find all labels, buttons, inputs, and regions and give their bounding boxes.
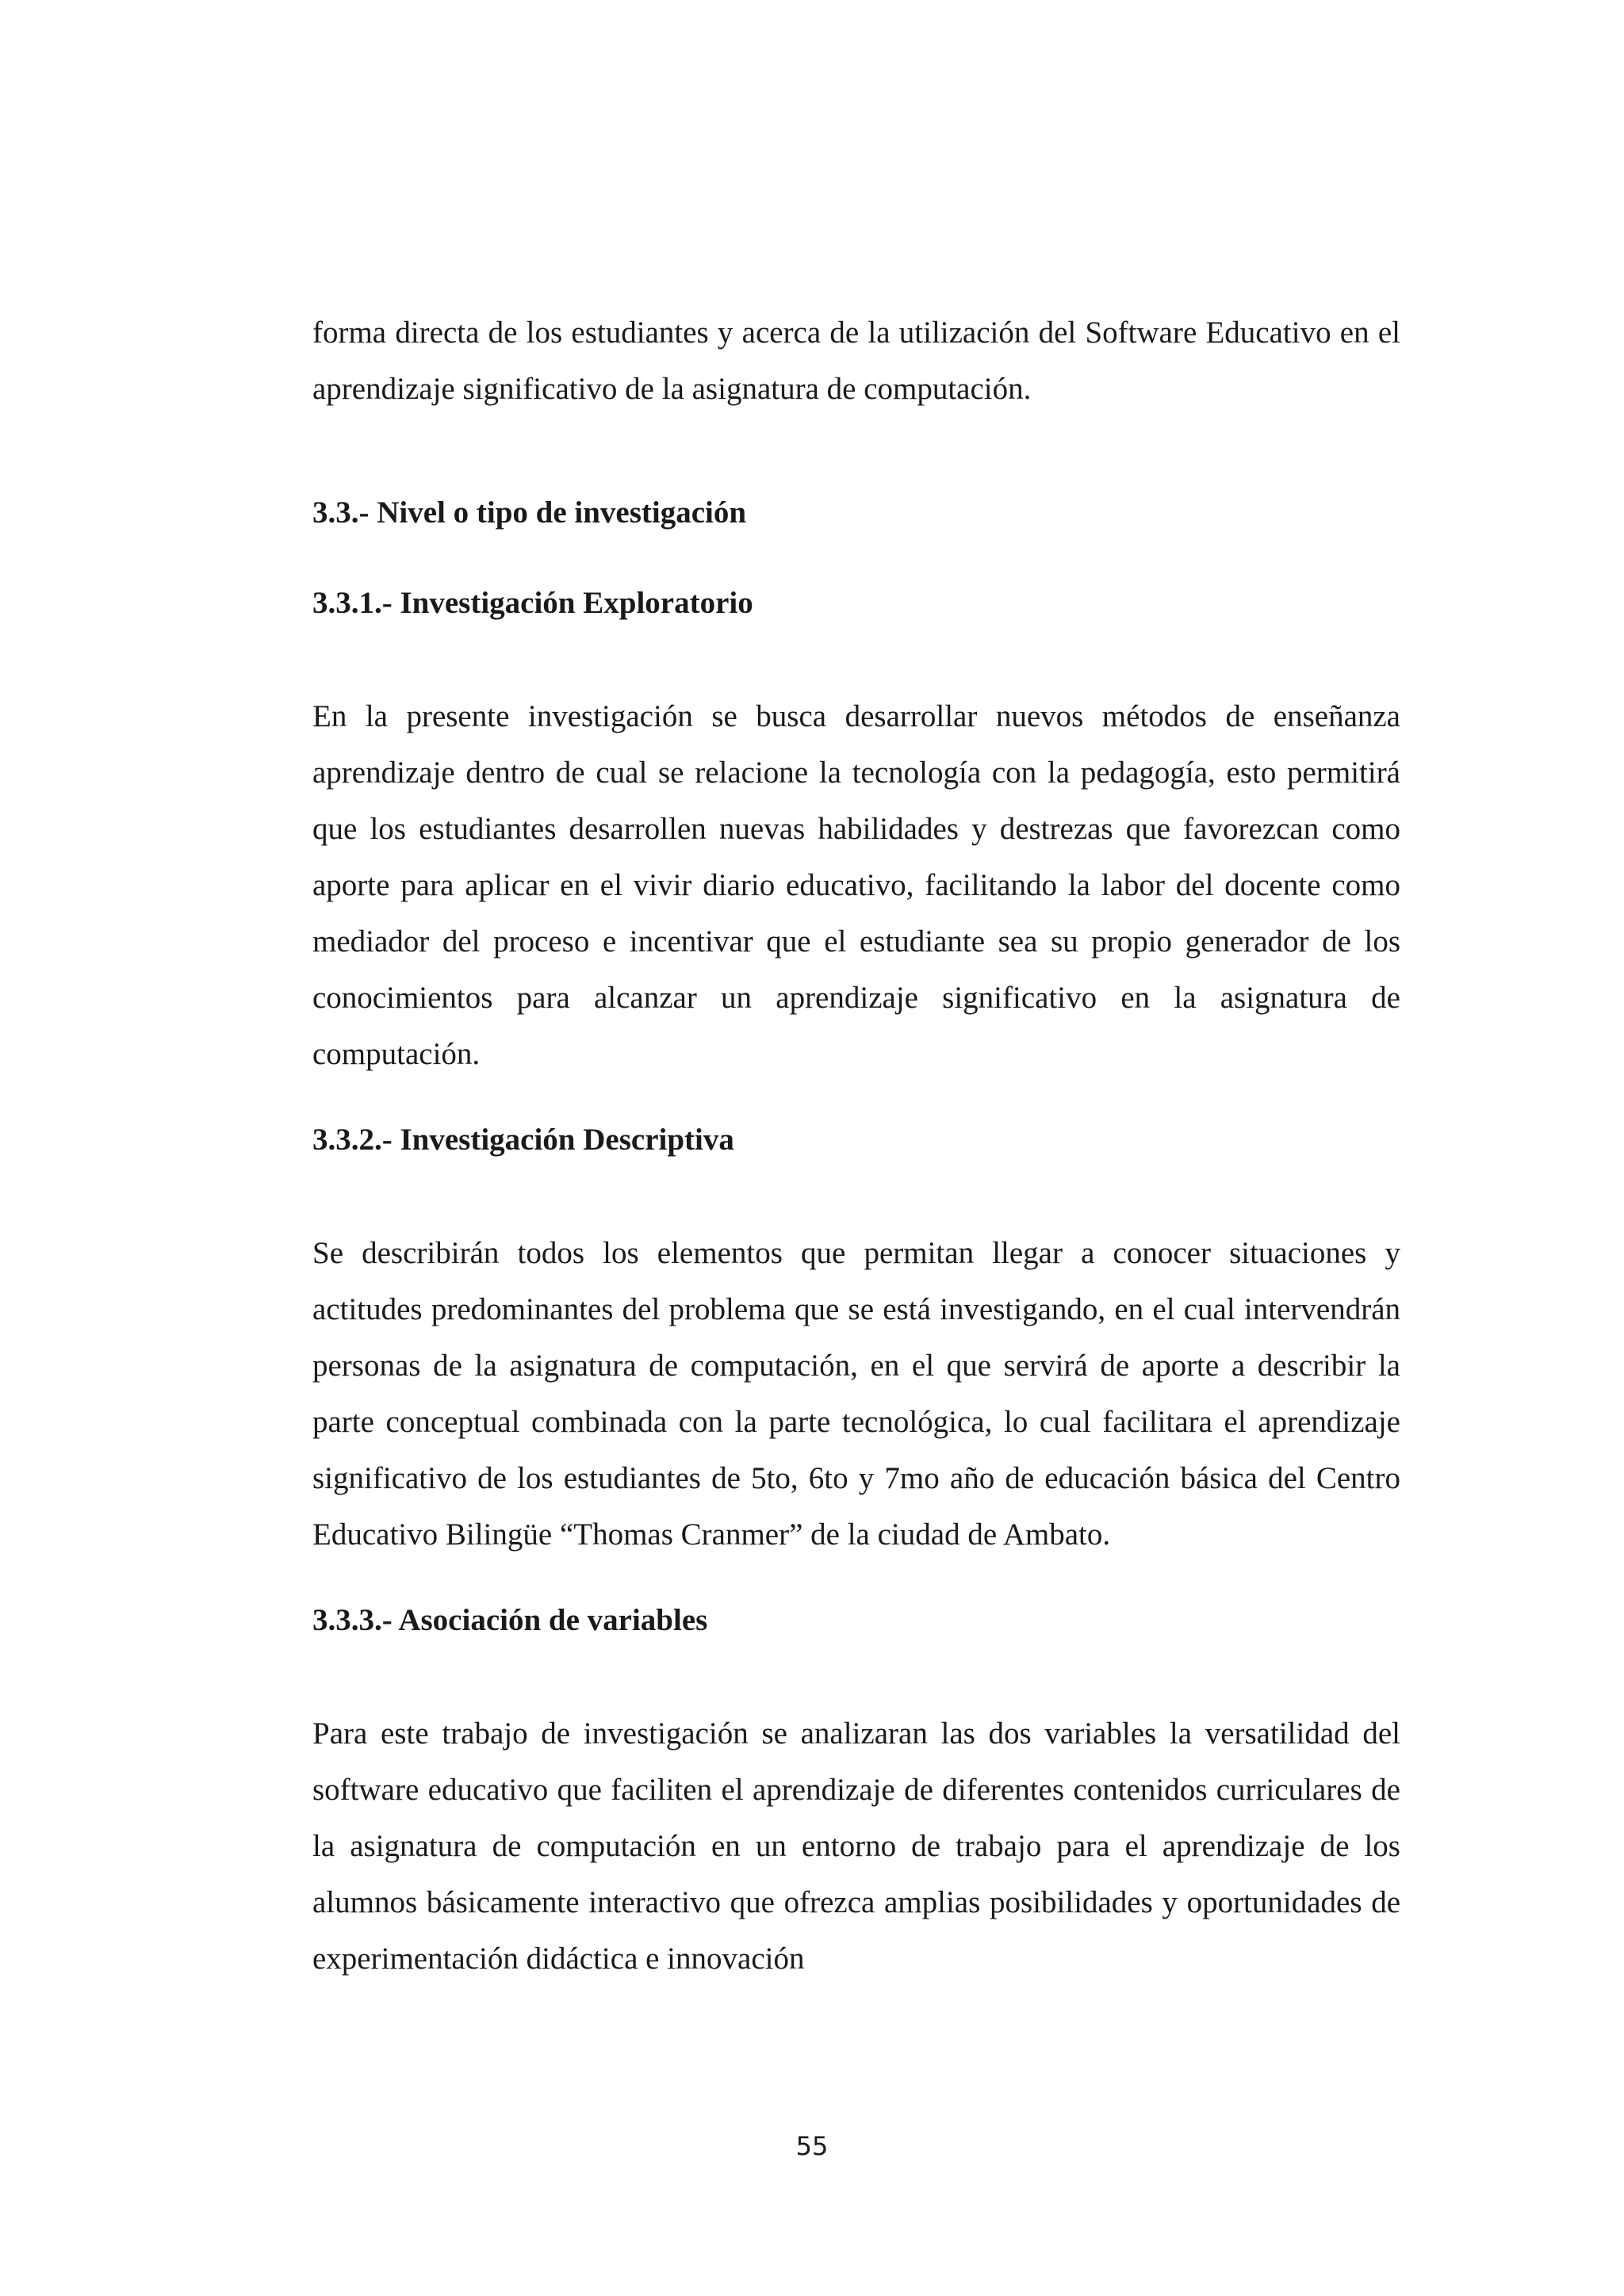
section-heading-3-3-3: 3.3.3.- Asociación de variables [312, 1603, 708, 1637]
section-heading-3-3-1: 3.3.1.- Investigación Exploratorio [312, 586, 753, 620]
section-paragraph-3-3-3: Para este trabajo de investigación se analizaran las dos variables la versatilidad del software educativo que faciliten el aprendizaje de diferentes contenidos curriculares de la asignatura de computación en un entorno de trabajo para el aprendizaje de los alumnos básicamente interactivo que ofrezca amplias posibilidades y oportunidades de experimentación didáctica e innovación [312, 1716, 1400, 1976]
section-heading-3-3-2: 3.3.2.- Investigación Descriptiva [312, 1123, 734, 1157]
page-number: 55 [795, 2131, 829, 2161]
section-paragraph-3-3-1: En la presente investigación se busca desarrollar nuevos métodos de enseñanza aprendizaje dentro de cual se relacione la tecnología con la pedagogía, esto permitirá que los estudiantes desarrollen nuevas habilidades y destrezas que favorezcan como aporte para aplicar en el vivir diario educativo, facilitando la labor del docente como mediador del proceso e incentivar que el estudiante sea su propio generador de los conocimientos para alcanzar un aprendizaje significativo en la asignatura de computación. [312, 699, 1400, 1071]
intro-paragraph: forma directa de los estudiantes y acerca de la utilización del Software Educativo en el aprendizaje significativo de la asignatura de computación. [312, 316, 1400, 406]
page-content [312, 304, 1400, 1987]
section-paragraph-3-3-2: Se describirán todos los elementos que permitan llegar a conocer situaciones y actitudes predominantes del problema que se está investigando, en el cual intervendrán personas de la asignatura de computación, en el que servirá de aporte a describir la parte conceptual combinada con la parte tecnológica, lo cual facilitara el aprendizaje significativo de los estudiantes de 5to, 6to y 7mo año de educación básica del Centro Educativo Bilingüe “Thomas Cranmer” de la ciudad de Ambato. [312, 1236, 1400, 1552]
section-heading-3-3: 3.3.- Nivel o tipo de investigación [312, 496, 747, 530]
